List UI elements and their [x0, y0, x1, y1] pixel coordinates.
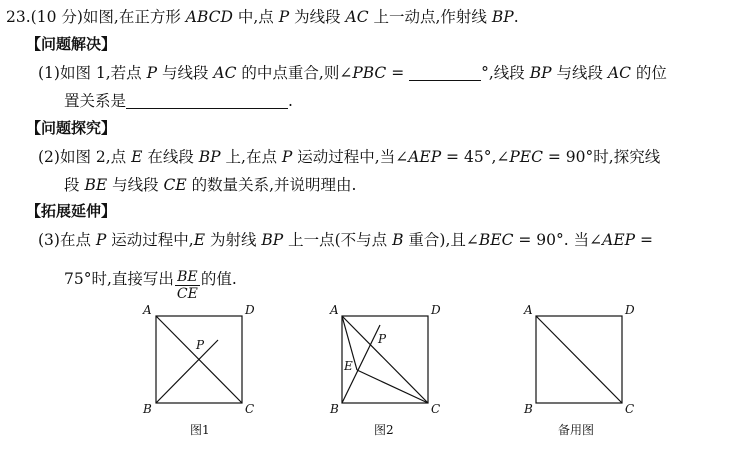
q2-text: = 45°,∠: [441, 148, 510, 166]
label-a: A: [524, 303, 533, 317]
q3-text: 上一点(不与点: [283, 231, 393, 249]
label-d: D: [431, 303, 441, 317]
label-d: D: [245, 303, 255, 317]
q2-text: 上,在点: [220, 148, 282, 166]
stem-text: 如图,在正方形: [82, 8, 186, 26]
q2-var: PEC: [509, 148, 543, 166]
q1-text: =: [386, 64, 410, 82]
label-b: B: [524, 402, 533, 416]
ray-bp: [156, 340, 218, 403]
q2-text: 与线段: [107, 176, 164, 194]
label-c: C: [625, 402, 635, 416]
section-heading-1: 【问题解决】: [26, 35, 117, 53]
q3-text: = 90°. 当∠: [513, 231, 603, 249]
stem-var: AC: [345, 8, 369, 26]
segment-ac: [342, 316, 428, 403]
q1-var: PBC: [352, 64, 387, 82]
label-d: D: [625, 303, 635, 317]
q3-text: 运动过程中,: [106, 231, 194, 249]
stem-var: ABCD: [185, 8, 233, 26]
label-e: E: [344, 359, 353, 373]
q1-var: P: [146, 64, 158, 82]
q3-text: =: [635, 231, 653, 249]
label-a: A: [330, 303, 339, 317]
q2-var: E: [131, 148, 143, 166]
figure-caption: 图2: [374, 423, 394, 437]
section-heading-2: 【问题探究】: [26, 119, 117, 137]
q2-var: CE: [163, 176, 187, 194]
stem-text: 为线段: [289, 8, 346, 26]
q1-var: AC: [607, 64, 631, 82]
label-b: B: [143, 402, 152, 416]
q1-text: 的位: [630, 64, 667, 82]
stem-text: 上一动点,作射线: [368, 8, 492, 26]
fraction-numerator: BE: [175, 269, 200, 286]
fraction-denominator: CE: [176, 286, 198, 302]
stem-text: 中,点: [232, 8, 279, 26]
figure-3: [523, 303, 635, 437]
label-c: C: [431, 402, 441, 416]
q3-text: 为射线: [205, 231, 262, 249]
q1-text: 与线段: [551, 64, 608, 82]
q2-text: 段: [64, 176, 85, 194]
q3-text: 75°时,直接写出: [64, 270, 174, 288]
label-p: P: [196, 338, 205, 352]
label-p: P: [378, 332, 387, 346]
label-b: B: [330, 402, 339, 416]
figure-2: [329, 303, 441, 437]
q3-var: AEP: [602, 231, 636, 249]
stem-text: .: [513, 8, 519, 26]
q1-text: .: [288, 92, 293, 110]
segment-ec: [357, 370, 428, 403]
stem-var: P: [278, 8, 290, 26]
q2-text: 的数量关系,并说明理由.: [186, 176, 357, 194]
q2-var: AEP: [408, 148, 442, 166]
q2-text: 在线段: [142, 148, 199, 166]
q3-var: E: [193, 231, 206, 249]
figure-1: [142, 303, 255, 437]
q3-text: (3)在点: [38, 231, 96, 249]
q1-text: °,线段: [481, 64, 530, 82]
q3-text: 重合),且∠: [403, 231, 479, 249]
section-heading-3: 【拓展延伸】: [26, 202, 117, 220]
figure-caption: 图1: [190, 423, 210, 437]
problem-number: 23.: [6, 8, 31, 26]
q1-text: (1)如图 1,若点: [38, 64, 147, 82]
q2-var: BP: [198, 148, 221, 166]
problem-score: (10 分): [30, 8, 83, 26]
q3-var: BEC: [478, 231, 514, 249]
q2-text: (2)如图 2,点: [38, 148, 132, 166]
q1-var: AC: [213, 64, 237, 82]
q2-var: BE: [84, 176, 108, 194]
segment-ac: [536, 316, 622, 403]
q2-text: 运动过程中,当∠: [292, 148, 409, 166]
q3-var: BP: [261, 231, 284, 249]
q1-text: 的中点重合,则∠: [236, 64, 353, 82]
q3-var: B: [392, 231, 404, 249]
q1-text: 置关系是: [64, 92, 127, 110]
figure-caption: 备用图: [558, 423, 595, 437]
q1-text: 与线段: [157, 64, 214, 82]
q3-var: P: [95, 231, 107, 249]
q2-var: P: [281, 148, 293, 166]
q3-text: 的值.: [200, 270, 237, 288]
stem-var: BP: [491, 8, 514, 26]
label-a: A: [143, 303, 152, 317]
label-c: C: [245, 402, 255, 416]
q2-text: = 90°时,探究线: [542, 148, 661, 166]
q1-var: BP: [529, 64, 552, 82]
